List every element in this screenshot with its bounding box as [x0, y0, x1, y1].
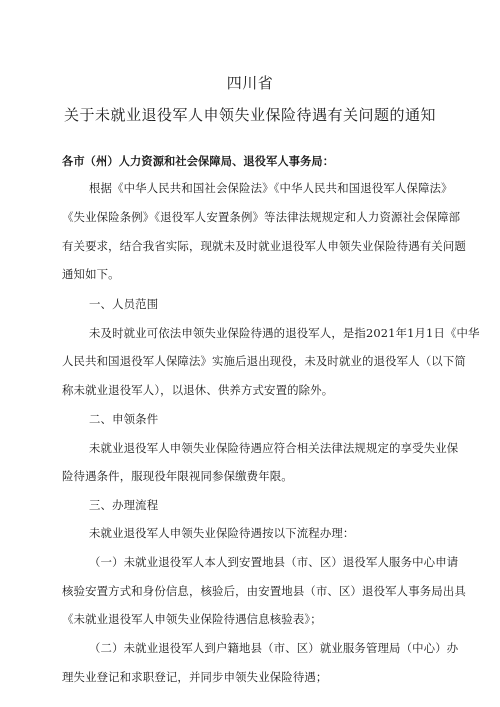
section-3-item-2-line-2: 理失业登记和求职登记，并同步申领失业保险待遇； [62, 670, 328, 684]
section-3-item-1-line-1: （一）未就业退役军人本人到安置地县（市、区）退役军人服务中心申请 [89, 555, 459, 569]
intro-line-1: 根据《中华人民共和国社会保险法》《中华人民共和国退役军人保障法》 [89, 181, 453, 195]
document-title: 关于未就业退役军人申领失业保险待遇有关问题的通知 [63, 106, 436, 124]
section-3-item-2-line-1: （二）未就业退役军人到户籍地县（市、区）就业服务管理局（中心）办 [89, 641, 459, 655]
section-1-heading: 一、人员范围 [89, 297, 159, 311]
section-3-item-1-line-2: 核验安置方式和身份信息，核验后，由安置地县（市、区）退役军人事务局出具 [62, 584, 466, 598]
intro-line-4: 通知如下。 [62, 267, 120, 281]
section-1-line-2: 人民共和国退役军人保障法》实施后退出现役，未及时就业的退役军人（以下简 [62, 354, 466, 368]
recipients: 各市（州）人力资源和社会保障局、退役军人事务局： [62, 155, 335, 168]
section-3-heading: 三、办理流程 [89, 498, 159, 512]
section-2-heading: 二、申领条件 [89, 412, 159, 426]
section-3-intro: 未就业退役军人申领失业保险待遇按以下流程办理： [89, 526, 355, 540]
section-1-line-3: 称未就业退役军人），以退休、供养方式安置的除外。 [62, 383, 334, 397]
section-2-line-1: 未就业退役军人申领失业保险待遇应符合相关法律法规规定的享受失业保 [89, 441, 459, 455]
document-province: 四川省 [226, 74, 274, 92]
section-2-line-2: 险待遇条件，服现役年限视同参保缴费年限。 [62, 469, 293, 483]
intro-line-2: 《失业保险条例》《退役军人安置条例》等法律法规规定和人力资源社会保障部 [62, 210, 461, 224]
intro-line-3: 有关要求，结合我省实际，现就未及时就业退役军人申领失业保险待遇有关问题 [62, 239, 466, 253]
section-1-line-1: 未及时就业可依法申领失业保险待遇的退役军人，是指2021年1月1日《中华 [89, 326, 480, 340]
section-3-item-1-line-3: 《未就业退役军人申领失业保险待遇信息核验表》； [62, 612, 322, 626]
